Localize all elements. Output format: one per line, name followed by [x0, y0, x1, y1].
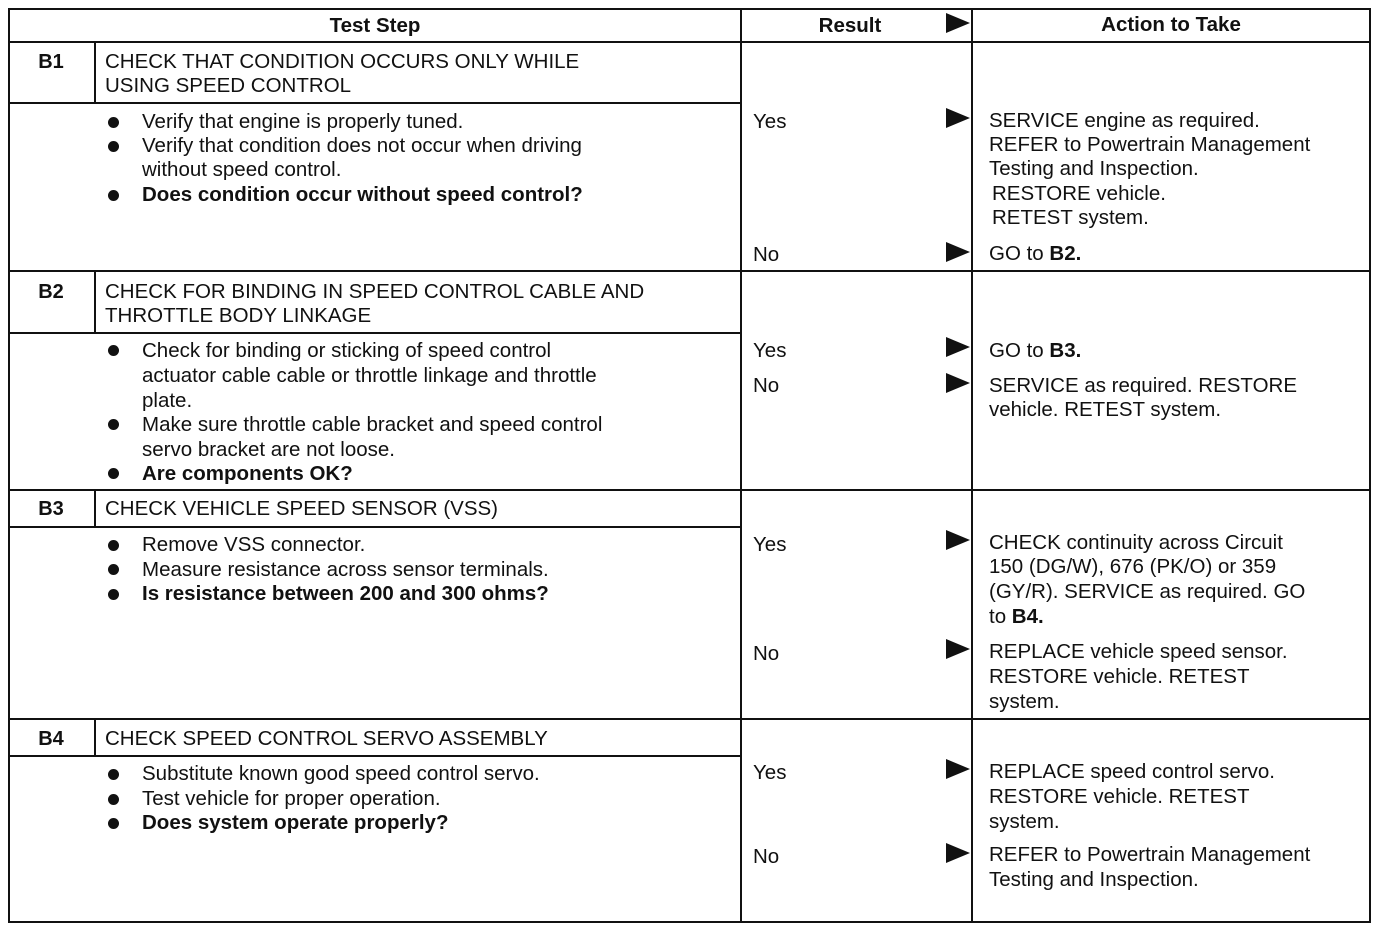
bullet-text: Verify that engine is properly tuned.	[142, 110, 464, 133]
step-id-divider	[94, 720, 96, 757]
action-text: RESTORE vehicle.	[992, 182, 1166, 205]
result-arrow-icon	[946, 639, 970, 659]
result-label: Yes	[753, 761, 787, 784]
result-arrow-icon	[946, 373, 970, 393]
step-reference: B2.	[1049, 242, 1082, 265]
action-prefix: to	[989, 605, 1012, 628]
bullet-icon	[108, 190, 119, 201]
table-border-bottom	[8, 921, 1371, 923]
result-arrow-icon	[946, 530, 970, 550]
bullet-icon	[108, 141, 119, 152]
step-id-divider	[94, 491, 96, 528]
step-id: B1	[38, 51, 64, 73]
step-id: B3	[38, 498, 64, 520]
action-text: CHECK continuity across Circuit	[989, 531, 1283, 554]
action-text: REFER to Powertrain Management	[989, 133, 1311, 156]
action-text: RESTORE vehicle. RETEST	[989, 785, 1250, 808]
bullet-icon	[108, 345, 119, 356]
result-label: Yes	[753, 339, 787, 362]
action-prefix: GO to	[989, 339, 1050, 362]
title-underline	[8, 102, 742, 104]
action-text: SERVICE engine as required.	[989, 109, 1260, 132]
bullet-icon	[108, 769, 119, 780]
action-text: system.	[989, 810, 1060, 833]
result-column-divider	[740, 8, 742, 923]
result-arrow-icon	[946, 108, 970, 128]
header-divider	[8, 41, 1371, 43]
action-text: SERVICE as required. RESTORE	[989, 374, 1298, 397]
bullet-text: Substitute known good speed control servo.	[142, 762, 540, 785]
table-border-left	[8, 8, 10, 923]
bullet-question: Does system operate properly?	[142, 811, 449, 834]
action-prefix: GO to	[989, 242, 1050, 265]
step-title: CHECK VEHICLE SPEED SENSOR (VSS)	[105, 497, 499, 520]
table-border-top	[8, 8, 1371, 10]
step-title: CHECK FOR BINDING IN SPEED CONTROL CABLE AND	[105, 280, 645, 303]
result-label: No	[753, 374, 780, 397]
result-label: Yes	[753, 533, 787, 556]
bullet-text: Check for binding or sticking of speed control	[142, 339, 552, 362]
bullet-text: actuator cable cable or throttle linkage and throttle	[142, 364, 597, 387]
step-title: CHECK THAT CONDITION OCCURS ONLY WHILE	[105, 50, 580, 73]
bullet-icon	[108, 818, 119, 829]
step-id-divider	[94, 43, 96, 104]
bullet-icon	[108, 589, 119, 600]
result-arrow-icon	[946, 337, 970, 357]
action-text: RESTORE vehicle. RETEST	[989, 665, 1250, 688]
bullet-text: Measure resistance across sensor terminals.	[142, 558, 549, 581]
bullet-icon	[108, 468, 119, 479]
bullet-question: Does condition occur without speed control?	[142, 183, 583, 206]
title-underline	[8, 755, 742, 757]
action-text	[989, 242, 1081, 267]
action-text: Testing and Inspection.	[989, 157, 1199, 180]
bullet-question: Is resistance between 200 and 300 ohms?	[142, 582, 549, 605]
action-text: RETEST system.	[992, 206, 1149, 229]
bullet-icon	[108, 117, 119, 128]
step-id-divider	[94, 272, 96, 334]
bullet-icon	[108, 794, 119, 805]
step-id: B4	[38, 728, 64, 750]
bullet-text: Test vehicle for proper operation.	[142, 787, 441, 810]
bullet-icon	[108, 564, 119, 575]
result-arrow-icon	[946, 843, 970, 863]
header-action: Action to Take	[1101, 13, 1241, 36]
result-label: No	[753, 845, 780, 868]
step-reference: B4.	[1011, 605, 1044, 628]
bullet-text: plate.	[142, 389, 193, 412]
result-arrow-icon	[946, 242, 970, 262]
header-arrow-icon	[946, 13, 970, 33]
header-result: Result	[818, 14, 882, 37]
table-border-right	[1369, 8, 1371, 923]
action-text: REPLACE speed control servo.	[989, 760, 1275, 783]
bullet-text: servo bracket are not loose.	[142, 438, 395, 461]
step-title: THROTTLE BODY LINKAGE	[105, 304, 372, 327]
header-test-step: Test Step	[329, 14, 421, 37]
step-title: USING SPEED CONTROL	[105, 74, 352, 97]
bullet-text: Make sure throttle cable bracket and speed control	[142, 413, 603, 436]
action-text: REPLACE vehicle speed sensor.	[989, 640, 1288, 663]
row-divider-b4	[8, 718, 1371, 720]
bullet-text: Verify that condition does not occur when driving	[142, 134, 582, 157]
title-underline	[8, 332, 742, 334]
action-text: REFER to Powertrain Management	[989, 843, 1311, 866]
bullet-icon	[108, 540, 119, 551]
action-text: (GY/R). SERVICE as required. GO	[989, 580, 1306, 603]
title-underline	[8, 526, 742, 528]
action-text: 150 (DG/W), 676 (PK/O) or 359	[989, 555, 1277, 578]
row-divider-b3	[8, 489, 1371, 491]
bullet-question: Are components OK?	[142, 462, 353, 485]
action-text	[989, 339, 1081, 364]
row-divider-b2	[8, 270, 1371, 272]
result-arrow-icon	[946, 759, 970, 779]
bullet-text: without speed control.	[142, 158, 342, 181]
action-text: vehicle. RETEST system.	[989, 398, 1222, 421]
action-text: Testing and Inspection.	[989, 868, 1199, 891]
result-label: No	[753, 642, 780, 665]
action-text	[989, 605, 1044, 630]
step-title: CHECK SPEED CONTROL SERVO ASSEMBLY	[105, 727, 548, 750]
step-id: B2	[38, 281, 64, 303]
action-column-divider	[971, 8, 973, 923]
result-label: No	[753, 243, 780, 266]
bullet-icon	[108, 419, 119, 430]
result-label: Yes	[753, 110, 787, 133]
step-reference: B3.	[1049, 339, 1082, 362]
bullet-text: Remove VSS connector.	[142, 533, 366, 556]
action-text: system.	[989, 690, 1060, 713]
